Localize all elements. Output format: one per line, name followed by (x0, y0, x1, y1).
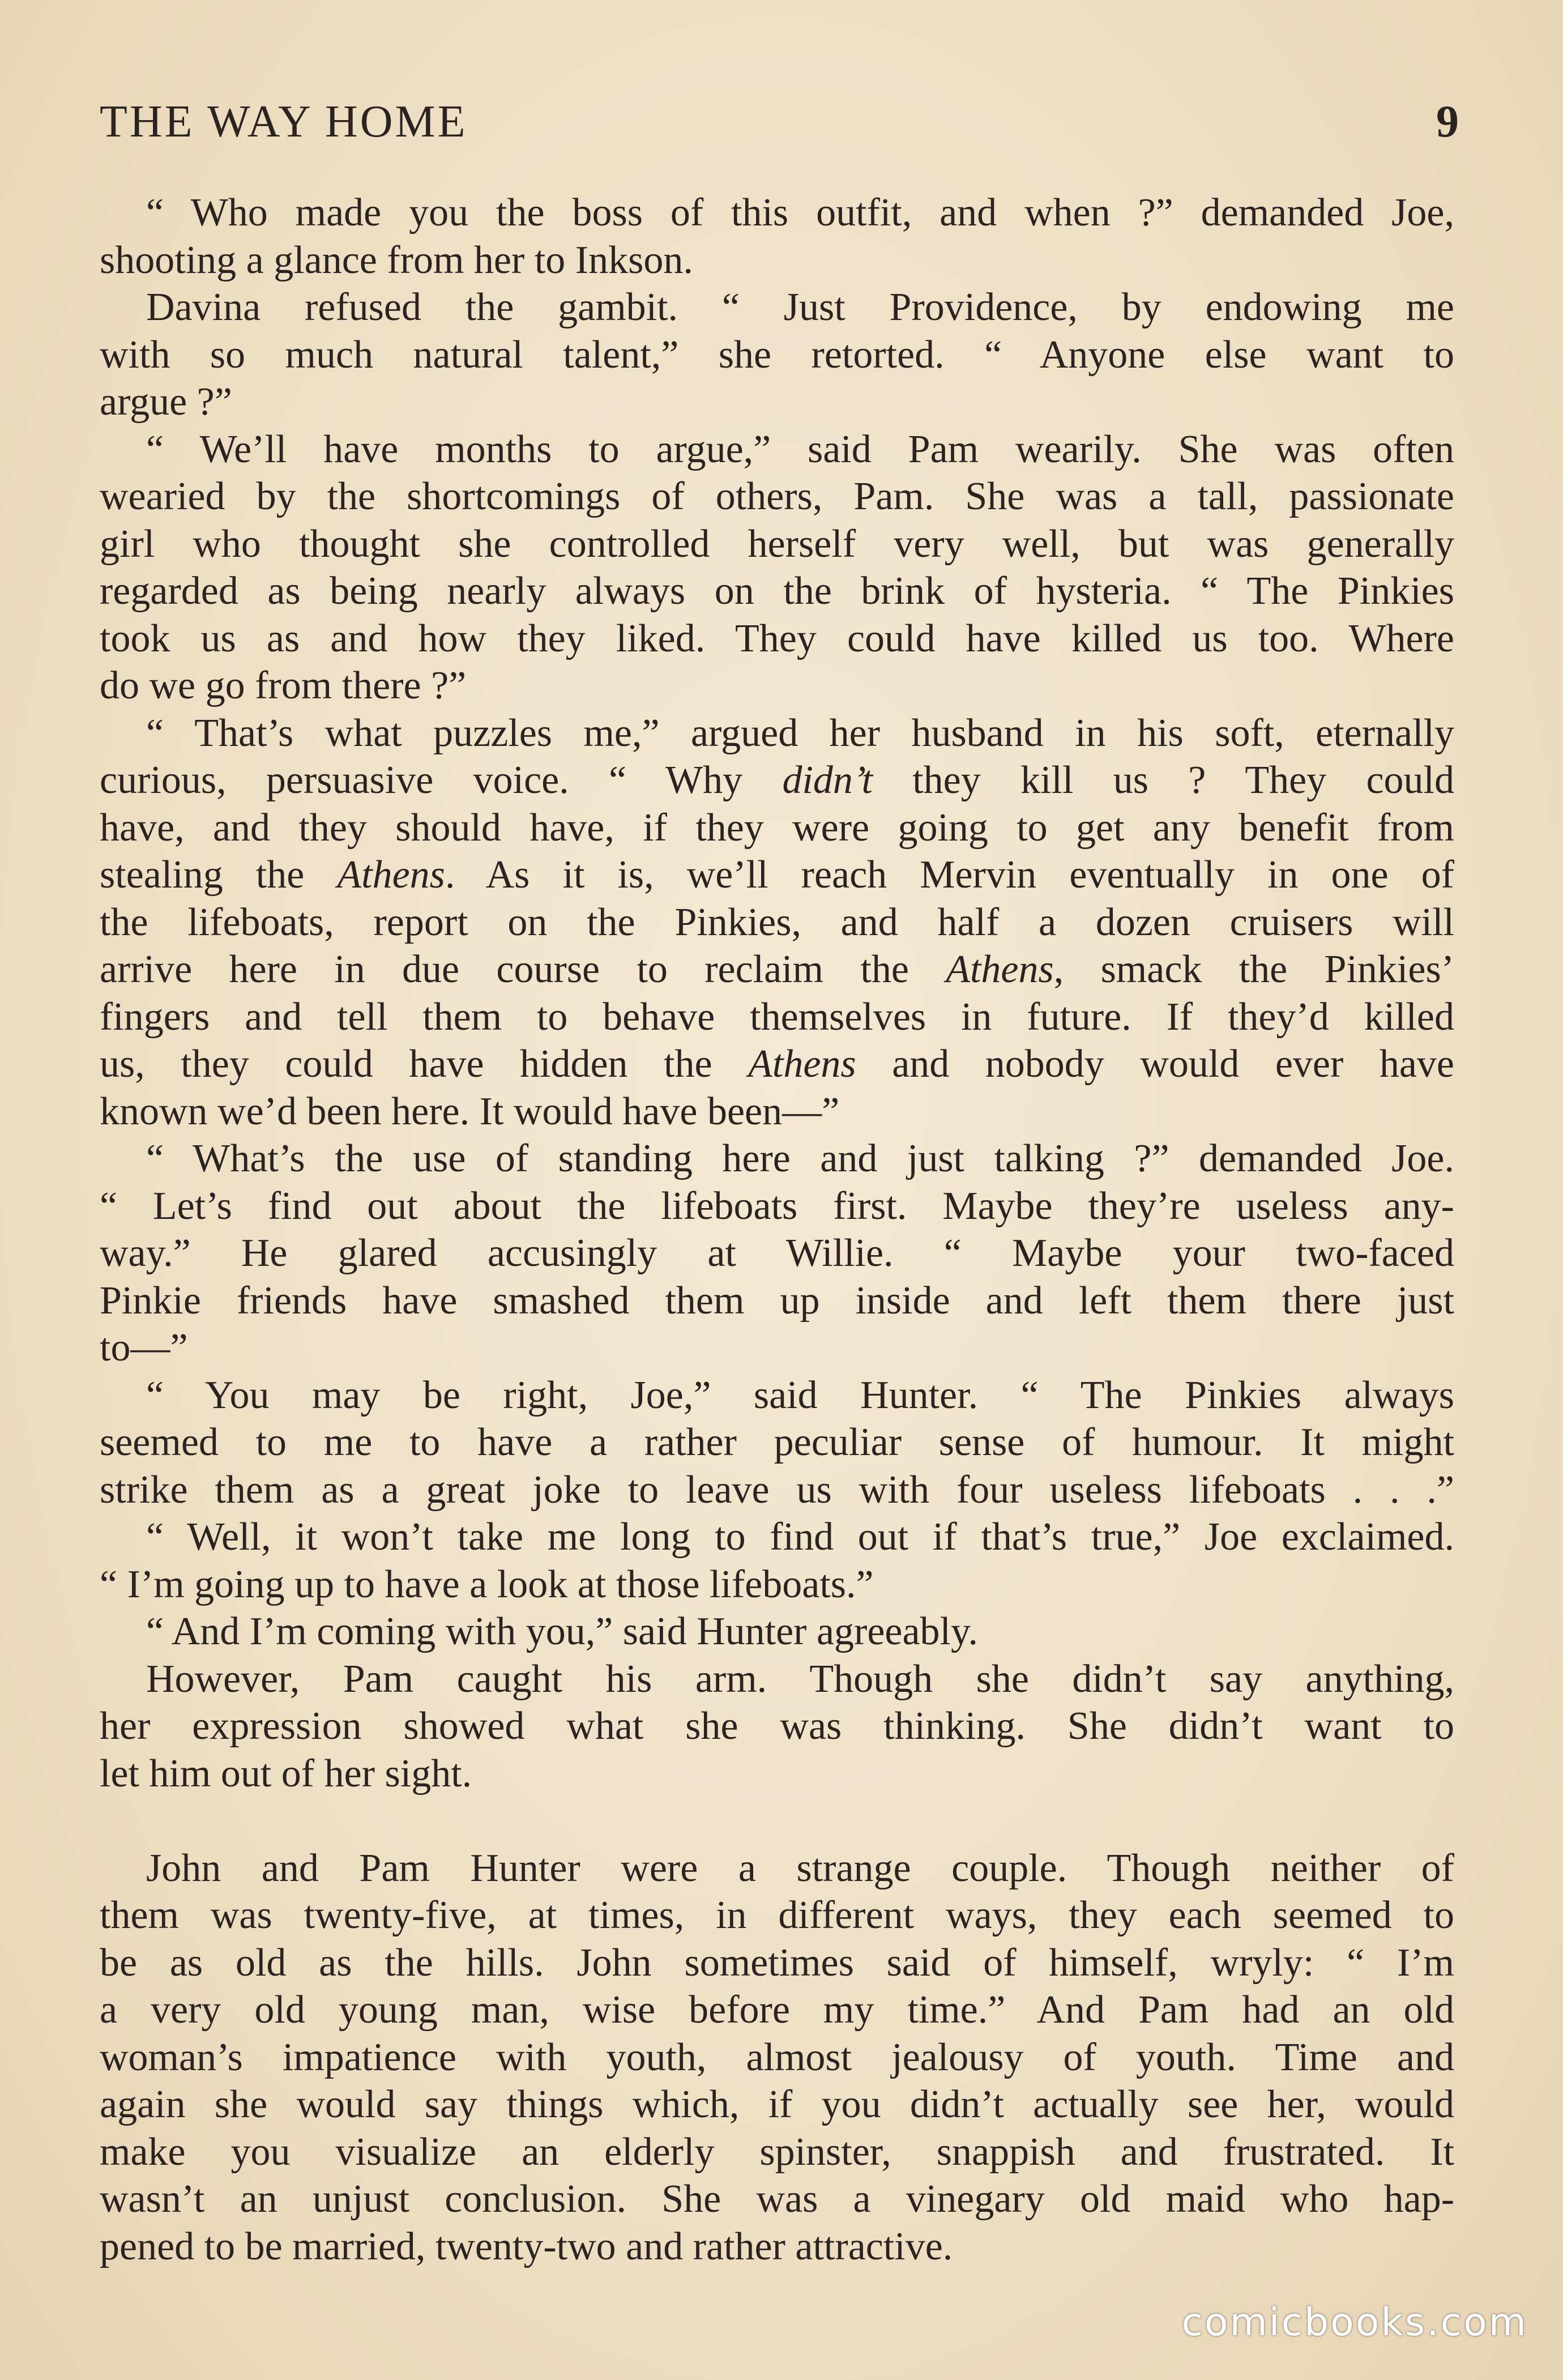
text-line: stealing the Athens. As it is, we’ll reach Mervin eventually in one of (100, 853, 1454, 897)
text-line: let him out of her sight. (100, 1751, 472, 1795)
text-line: the lifeboats, report on the Pinkies, and half a dozen cruisers will (100, 900, 1454, 944)
text-line: them was twenty-five, at times, in different ways, they each seemed to (100, 1893, 1454, 1937)
text-line: us, they could have hidden the Athens and nobody would ever have (100, 1042, 1454, 1086)
text-line: “ You may be right, Joe,” said Hunter. “ The Pinkies always (146, 1373, 1454, 1417)
text-line: with so much natural talent,” she retorted. “ Anyone else want to (100, 332, 1454, 377)
page-header (100, 91, 1459, 153)
text-line: “ And I’m coming with you,” said Hunter agreeably. (146, 1610, 978, 1653)
text-line: fingers and tell them to behave themselves in future. If they’d killed (100, 995, 1454, 1039)
text-line: wasn’t an unjust conclusion. She was a vinegary old maid who hap- (100, 2177, 1454, 2221)
text-line: “ Who made you the boss of this outfit, and when ?” demanded Joe, (146, 191, 1454, 234)
text-line: took us as and how they liked. They could have killed us too. Where (100, 616, 1454, 660)
watermark: comicbooks.com (1181, 2300, 1528, 2345)
text-line: pened to be married, twenty-two and rather attractive. (100, 2224, 953, 2268)
text-line: wearied by the shortcomings of others, Pam. She was a tall, passionate (100, 475, 1454, 518)
text-line: argue ?” (100, 380, 232, 424)
text-line: shooting a glance from her to Inkson. (100, 238, 693, 282)
text-line: strike them as a great joke to leave us with four useless lifeboats . . .” (100, 1468, 1454, 1512)
text-line: arrive here in due course to reclaim the Athens, smack the Pinkies’ (100, 948, 1454, 991)
text-line: “ That’s what puzzles me,” argued her husband in his soft, eternally (146, 711, 1454, 755)
text-line: “ Let’s find out about the lifeboats first. Maybe they’re useless any- (100, 1184, 1454, 1228)
body-text (100, 189, 1454, 2270)
text-line: curious, persuasive voice. “ Why didn’t they kill us ? They could (100, 758, 1454, 802)
text-line: “ Well, it won’t take me long to find out if that’s true,” Joe exclaimed. (146, 1515, 1454, 1559)
text-line: However, Pam caught his arm. Though she didn’t say anything, (146, 1657, 1454, 1701)
page-number: 9 (1436, 97, 1459, 147)
text-line: regarded as being nearly always on the brink of hysteria. “ The Pinkies (100, 569, 1454, 613)
text-line: “ We’ll have months to argue,” said Pam wearily. She was often (146, 427, 1454, 471)
text-line: Pinkie friends have smashed them up inside and left them there just (100, 1278, 1454, 1323)
text-line: Davina refused the gambit. “ Just Providence, by endowing me (146, 285, 1454, 329)
section-break (100, 1797, 1454, 1845)
text-line: “ I’m going up to have a look at those lifeboats.” (100, 1562, 874, 1606)
text-line: John and Pam Hunter were a strange couple. Though neither of (146, 1846, 1454, 1890)
text-line: make you visualize an elderly spinster, snappish and frustrated. It (100, 2130, 1454, 2174)
text-line: “ What’s the use of standing here and just talking ?” demanded Joe. (146, 1137, 1454, 1180)
text-line: known we’d been here. It would have been—” (100, 1089, 840, 1133)
text-line: girl who thought she controlled herself very well, but was generally (100, 522, 1454, 566)
text-line: a very old young man, wise before my time.” And Pam had an old (100, 1988, 1454, 2032)
text-line: to—” (100, 1326, 188, 1370)
text-line: do we go from there ?” (100, 664, 467, 707)
running-head: THE WAY HOME (100, 97, 468, 147)
text-line: again she would say things which, if you didn’t actually see her, would (100, 2083, 1454, 2126)
text-line: way.” He glared accusingly at Willie. “ Maybe your two-faced (100, 1231, 1454, 1275)
text-line: be as old as the hills. John sometimes said of himself, wryly: “ I’m (100, 1940, 1454, 1985)
text-line: her expression showed what she was thinking. She didn’t want to (100, 1704, 1454, 1748)
text-line: seemed to me to have a rather peculiar sense of humour. It might (100, 1421, 1454, 1464)
text-line: woman’s impatience with youth, almost jealousy of youth. Time and (100, 2035, 1454, 2079)
text-line: have, and they should have, if they were going to get any benefit from (100, 805, 1454, 850)
